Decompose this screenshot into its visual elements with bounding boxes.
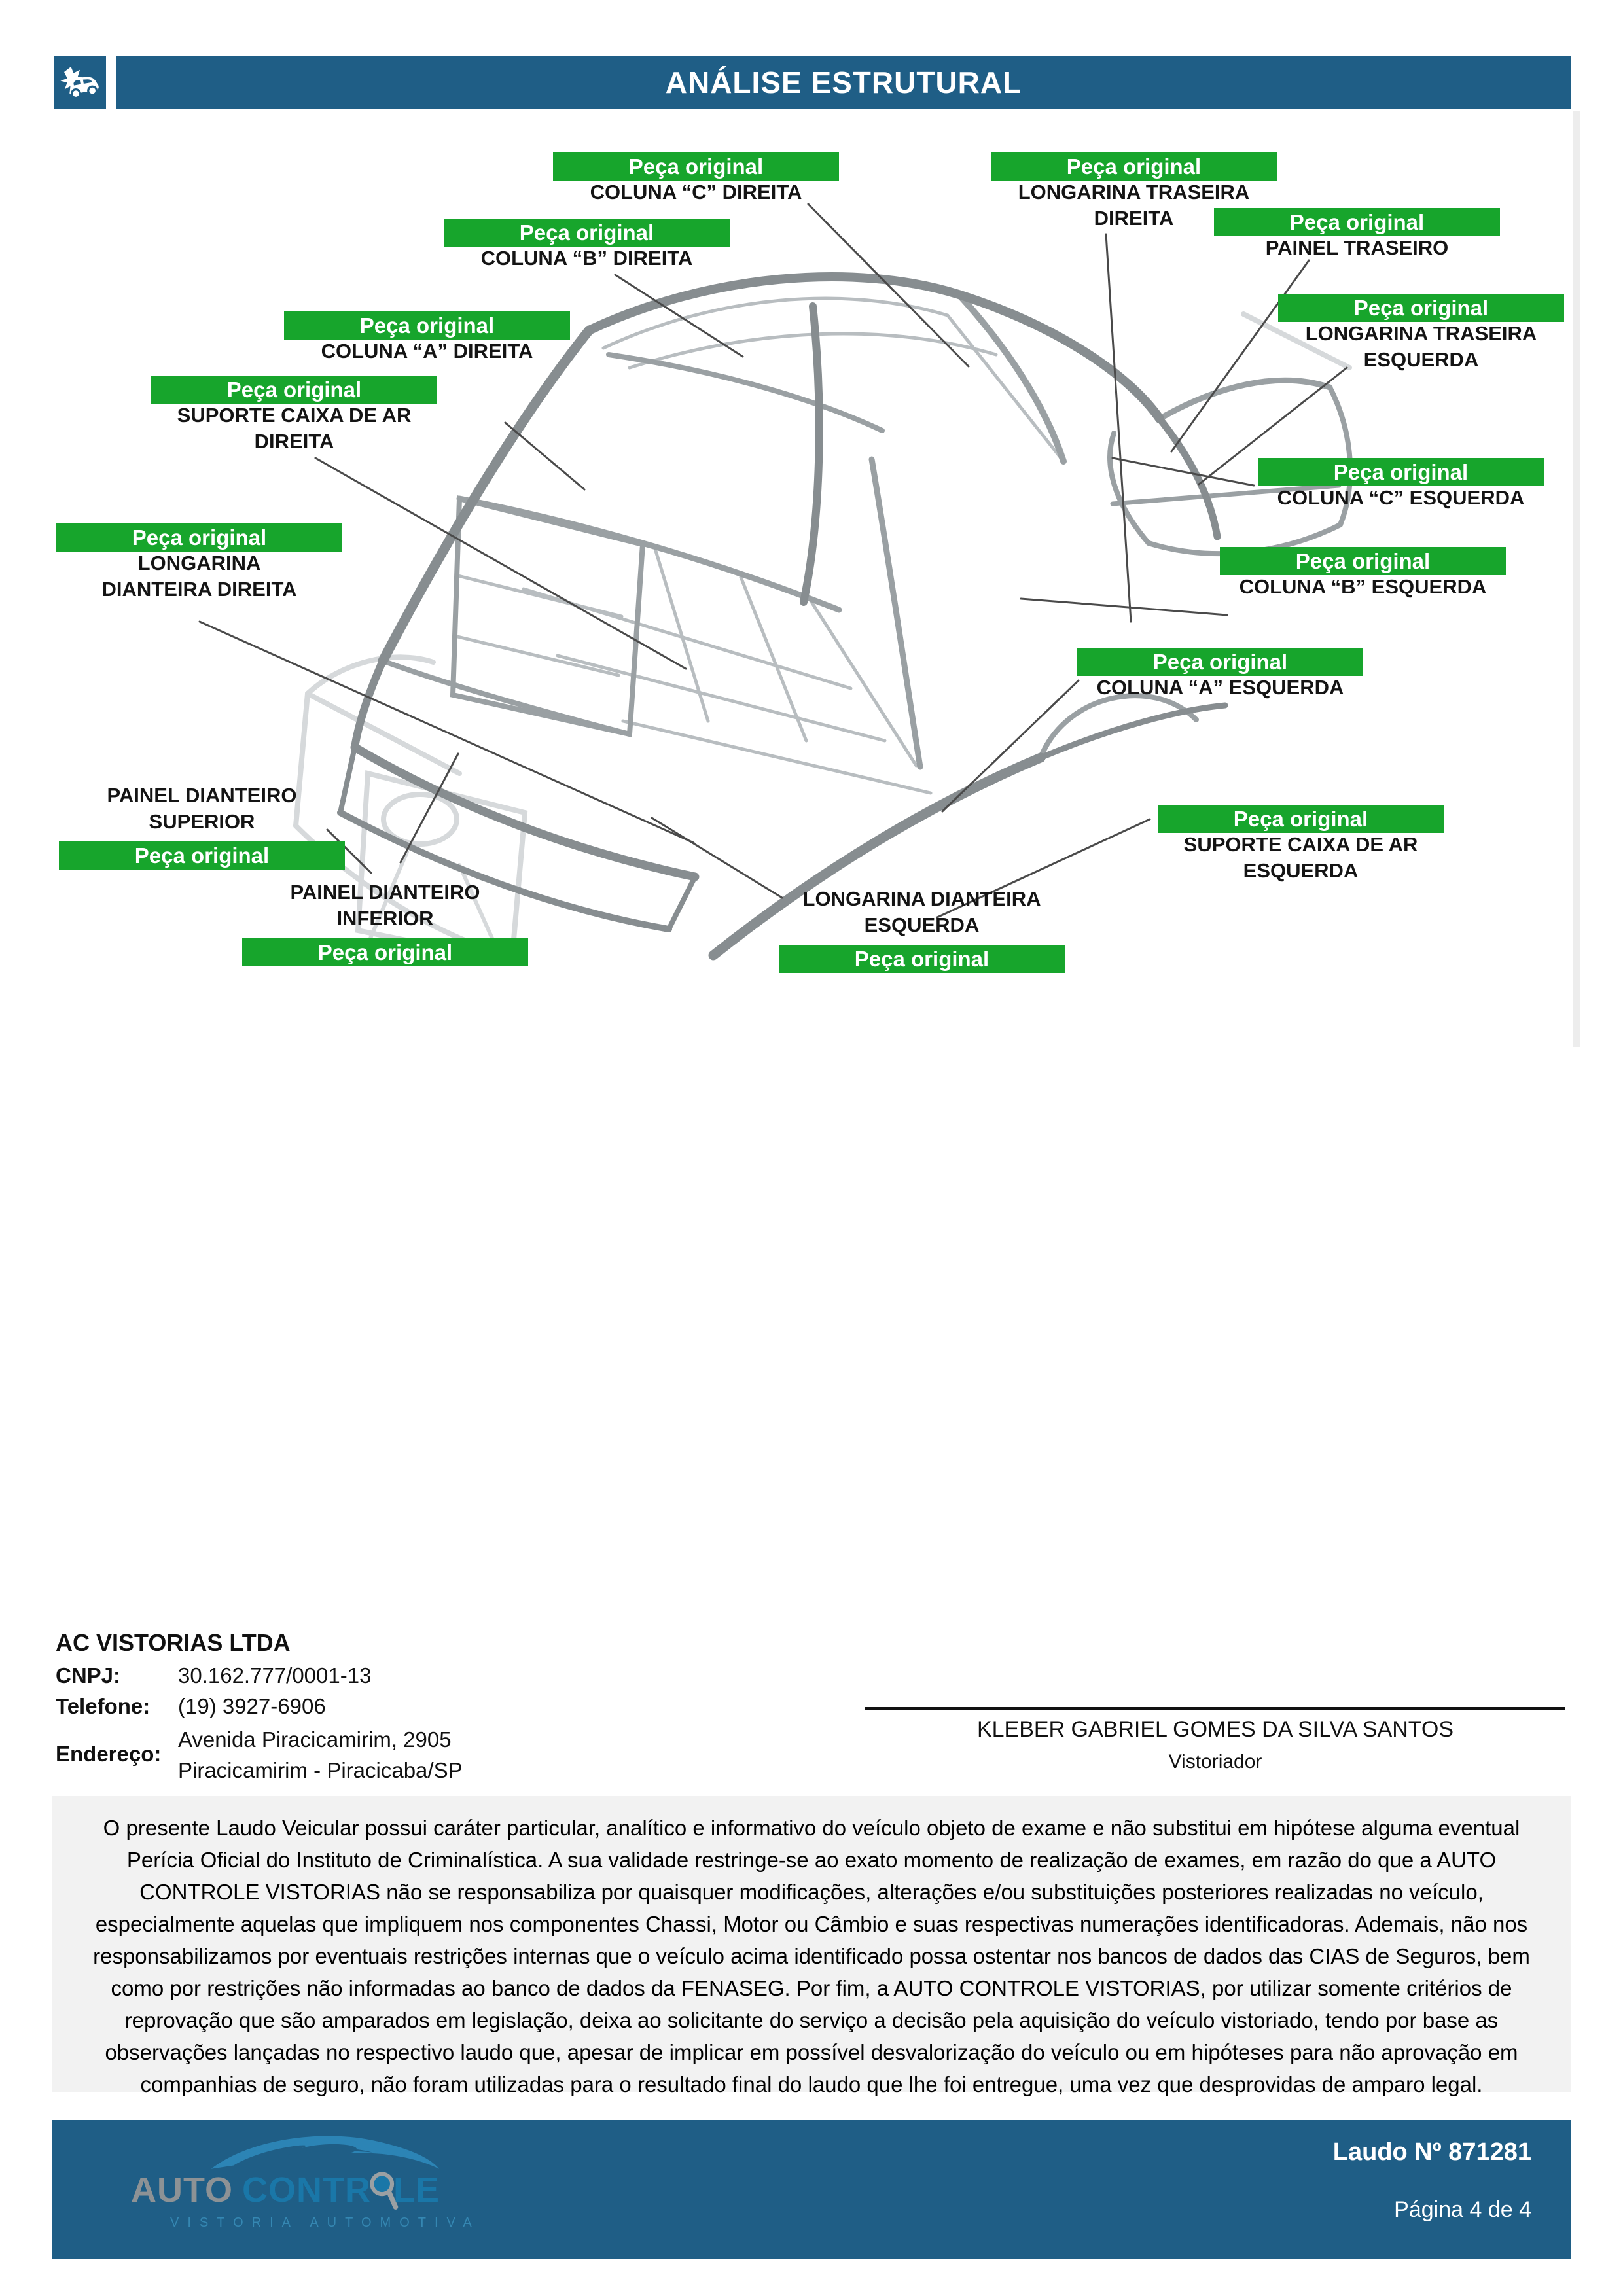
part-label-coluna-b-esquerda	[1190, 547, 1535, 600]
badge-peca-original: Peça original	[1278, 294, 1564, 322]
part-name-label: PAINEL DIANTEIRO	[290, 881, 480, 904]
company-name: AC VISTORIAS LTDA	[56, 1629, 291, 1656]
part-name-label: LONGARINA TRASEIRA	[1018, 181, 1250, 203]
part-name-label: COLUNA “A” DIREITA	[321, 340, 533, 362]
part-name-label: DIREITA	[254, 430, 334, 453]
part-name-label: SUPORTE CAIXA DE AR	[177, 404, 412, 427]
badge-peca-original: Peça original	[284, 311, 570, 340]
badge-peca-original: Peça original	[1258, 458, 1544, 486]
part-name-label: DIANTEIRA DIREITA	[101, 578, 297, 601]
badge-peca-original: Peça original	[1220, 547, 1506, 575]
badge-peca-original: Peça original	[59, 841, 345, 870]
part-name-label: COLUNA “C” DIREITA	[590, 181, 802, 203]
part-name-label: COLUNA “C” ESQUERDA	[1277, 486, 1525, 509]
badge-peca-original: Peça original	[242, 938, 528, 966]
disclaimer-box	[52, 1796, 1571, 2096]
badge-peca-original: Peça original	[56, 523, 342, 552]
page-number: Página 4 de 4	[1394, 2197, 1531, 2222]
part-name-label: SUPERIOR	[149, 810, 255, 833]
phone-label: Telefone:	[56, 1694, 151, 1718]
page-title: ANÁLISE ESTRUTURAL	[665, 65, 1022, 99]
badge-peca-original: Peça original	[151, 376, 437, 404]
part-name-label: COLUNA “B” DIREITA	[480, 247, 693, 270]
cnpj-value: 30.162.777/0001-13	[178, 1663, 372, 1687]
part-label-painel-dianteiro-superior	[29, 783, 374, 870]
part-name-label: SUPORTE CAIXA DE AR	[1183, 833, 1418, 856]
laudo-number: Laudo Nº 871281	[1332, 2138, 1531, 2166]
part-name-label: DIREITA	[1094, 207, 1174, 230]
part-label-longarina-traseira-esquerda	[1249, 294, 1594, 373]
part-label-coluna-c-direita	[524, 152, 868, 205]
part-label-longarina-dianteira-esquerda	[749, 886, 1094, 973]
part-label-coluna-c-esquerda	[1228, 458, 1573, 511]
part-name-label: INFERIOR	[336, 907, 434, 930]
address-label: Endereço:	[56, 1742, 162, 1766]
part-name-label: LONGARINA TRASEIRA	[1305, 322, 1537, 345]
badge-peca-original: Peça original	[553, 152, 839, 181]
phone-value: (19) 3927-6906	[178, 1694, 326, 1718]
inspector-name: KLEBER GABRIEL GOMES DA SILVA SANTOS	[976, 1717, 1454, 1742]
part-name-label: ESQUERDA	[1243, 859, 1359, 882]
part-label-painel-dianteiro-inferior	[213, 879, 558, 966]
auto-controle-logo	[131, 2132, 537, 2247]
address-line-2: Piracicamirim - Piracicaba/SP	[178, 1758, 463, 1782]
part-name-label: PAINEL TRASEIRO	[1265, 236, 1449, 259]
logo-tagline: VISTORIA AUTOMOTIVA	[170, 2216, 480, 2230]
part-name-label: COLUNA “A” ESQUERDA	[1096, 676, 1344, 699]
logo-controle-text: CONTR	[242, 2170, 371, 2210]
signature-line	[865, 1707, 1565, 1710]
footer-bar	[52, 2120, 1571, 2259]
badge-peca-original: Peça original	[991, 152, 1277, 181]
logo-controle-text-end: LE	[393, 2170, 440, 2210]
part-label-coluna-b-direita	[414, 219, 759, 272]
car-swoosh-icon	[203, 2129, 465, 2172]
cnpj-label: CNPJ:	[56, 1663, 121, 1687]
badge-peca-original: Peça original	[1158, 805, 1444, 833]
badge-peca-original: Peça original	[1214, 208, 1500, 236]
part-name-label: ESQUERDA	[864, 913, 980, 936]
part-label-painel-traseiro	[1185, 208, 1529, 261]
part-label-coluna-a-esquerda	[1048, 648, 1393, 701]
inspector-role: Vistoriador	[1168, 1751, 1262, 1773]
part-label-coluna-a-direita	[255, 311, 599, 364]
part-name-label: PAINEL DIANTEIRO	[107, 784, 297, 807]
badge-peca-original: Peça original	[779, 945, 1065, 973]
part-name-label: ESQUERDA	[1363, 348, 1479, 371]
address-line-1: Avenida Piracicamirim, 2905	[178, 1727, 452, 1752]
part-name-label: LONGARINA	[137, 552, 261, 574]
badge-peca-original: Peça original	[444, 219, 730, 247]
badge-peca-original: Peça original	[1077, 648, 1363, 676]
part-name-label: COLUNA “B” ESQUERDA	[1239, 575, 1487, 598]
disclaimer-text: O presente Laudo Veicular possui caráter particular, analítico e informativo do veículo objeto de exame e não substitui em hipótese alguma eventual Perícia Oficial do Instituto de Criminalística. A sua validade restringe-se ao exato momento de realização de exames, em razão do que a AUTO CONTROLE VISTORIAS não se responsabiliza por quaisquer modificações, alterações e/ou substituições posteriores realizadas no veículo, especialmente aquelas que impliquem nos componentes Chassi, Motor ou Câmbio e suas respectivas numerações identificadoras. Ademais, não nos responsabilizamos por eventuais restrições internas que o veículo acima identificado possa ostentar nos bancos de dados das CIAS de Seguros, bem como por restrições não informadas ao banco de dados da FENASEG. Por fim, a AUTO CONTROLE VISTORIAS, por utilizar somente critérios de reprovação que são amparados em legislação, deixa ao solicitante do serviço a decisão pela aquisição do veículo vistoriado, tendo por base as observações lançadas no respectivo laudo que, apesar de implicar em possível desvalorização do veículo ou em hipóteses para não aprovação em companhias de seguro, não foram utilizadas para o resultado final do laudo que lhe foi entregue, uma vez que desprovidas de amparo legal.	[93, 1816, 1530, 2096]
part-label-suporte-caixa-de-ar-esquerda	[1128, 805, 1473, 884]
logo-wordmark	[131, 2170, 537, 2210]
logo-auto-text: AUTO	[131, 2170, 234, 2210]
part-label-suporte-caixa-de-ar-direita	[122, 376, 467, 455]
part-name-label: LONGARINA DIANTEIRA	[802, 887, 1041, 910]
part-label-longarina-dianteira-direita	[27, 523, 372, 603]
